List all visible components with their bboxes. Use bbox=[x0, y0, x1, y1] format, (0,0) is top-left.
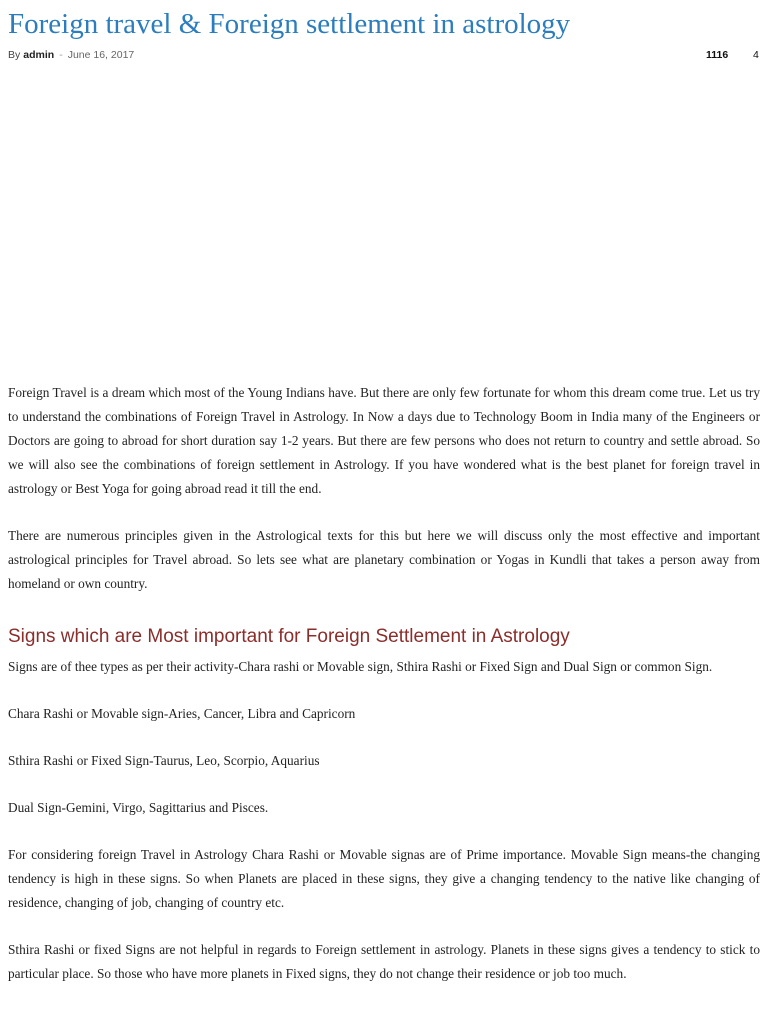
section-paragraph: Chara Rashi or Movable sign-Aries, Cancer, Libra and Capricorn bbox=[8, 706, 356, 721]
meta-separator: - bbox=[59, 49, 63, 61]
by-label: By bbox=[8, 49, 21, 61]
section-heading: Signs which are Most important for Foreign Settlement in Astrology bbox=[8, 626, 570, 647]
page-title: Foreign travel & Foreign settlement in astrology bbox=[8, 8, 571, 40]
comment-count[interactable]: 4 bbox=[753, 49, 759, 61]
section-paragraph: Signs are of thee types as per their activity-Chara rashi or Movable sign, Sthira Rashi or Fixed Sign and Dual Sign or common Sign. bbox=[8, 659, 713, 674]
body-paragraph: There are numerous principles given in the Astrological texts for this but here we will discuss only the most effective and important astrological principles for Travel abroad. So lets see what are planetary combination or Yogas in Kundli that takes a person away from homeland or own country. bbox=[8, 528, 760, 591]
section-paragraph: Sthira Rashi or Fixed Sign-Taurus, Leo, Scorpio, Aquarius bbox=[8, 753, 320, 768]
section-paragraph: For considering foreign Travel in Astrology Chara Rashi or Movable signas are of Prime importance. Movable Sign means-the changing tendency is high in these signs. So when Planets are placed in these signs, they give a changing tendency to the native like changing of residence, changing of job, changing of country etc. bbox=[8, 847, 760, 910]
post-date: June 16, 2017 bbox=[67, 49, 135, 61]
section-paragraph: Dual Sign-Gemini, Virgo, Sagittarius and Pisces. bbox=[8, 800, 269, 815]
author-link[interactable]: admin bbox=[23, 49, 55, 61]
article-body bbox=[8, 381, 760, 1009]
post-meta bbox=[8, 48, 760, 62]
intro-paragraph: Foreign Travel is a dream which most of the Young Indians have. But there are only few fortunate for whom this dream come true. Let us try to understand the combinations of Foreign Travel in Astrology. In Now a days due to Technology Boom in India many of the Engineers or Doctors are going to abroad for short duration say 1-2 years. But there are few persons who does not return to country and settle abroad. So we will also see the combinations of foreign settlement in Astrology. If you have wondered what is the best planet for foreign travel in astrology or Best Yoga for going abroad read it till the end. bbox=[8, 385, 760, 496]
section-paragraph: Sthira Rashi or fixed Signs are not helpful in regards to Foreign settlement in astrology. Planets in these signs gives a tendency to stick to particular place. So those who have more planets in Fixed signs, they do not change their residence or job too much. bbox=[8, 942, 760, 981]
view-count: 1116 bbox=[706, 49, 729, 61]
